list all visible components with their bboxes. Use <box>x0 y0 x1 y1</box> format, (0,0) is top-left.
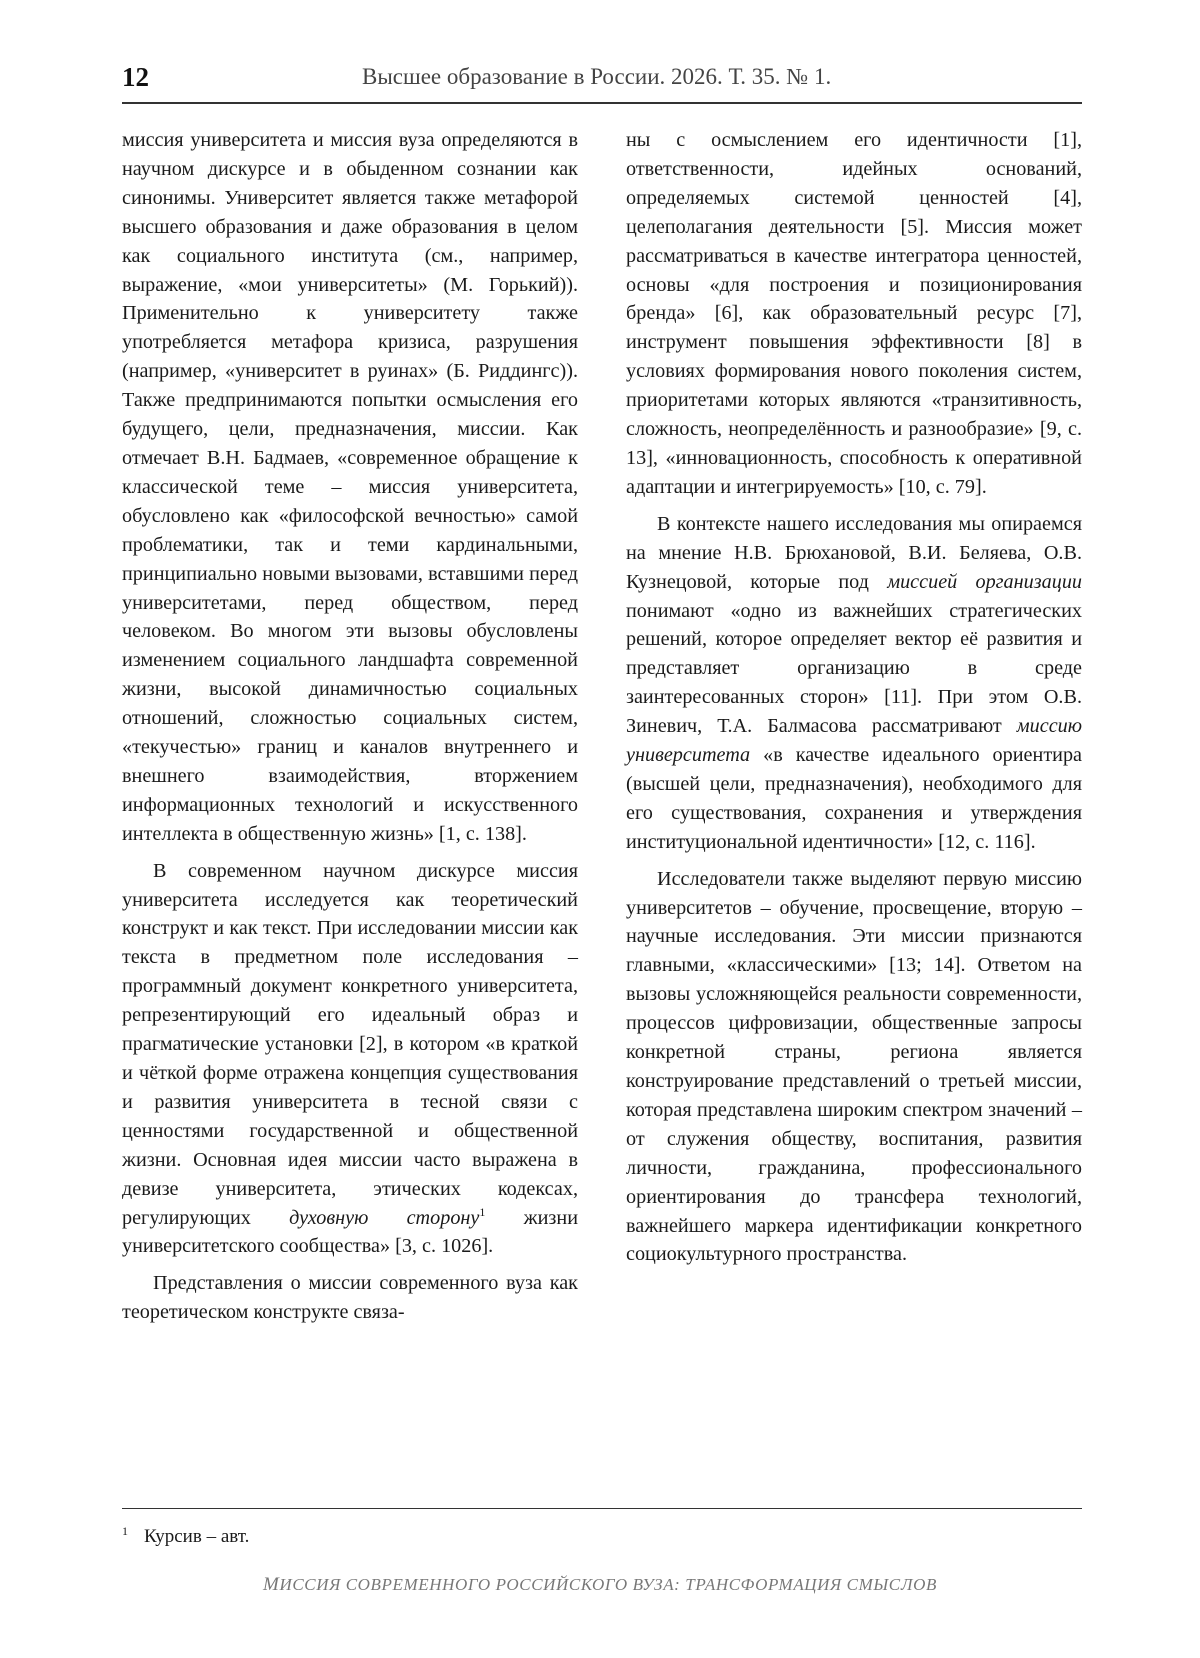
footnote-reference[interactable]: 1 <box>479 1204 486 1219</box>
left-paragraph-1: миссия университета и миссия вуза определяются в научном дискурсе и в обыденном сознании как синонимы. Университет является также метафорой высшего образования и даже образования в целом как социального института (см., например, выражение, «мои университеты» (М. Горький)). Применительно к университету также употребляется метафора кризиса, разрушения (например, «университет в руинах» (Б. Риддингс)). Также предпринимаются попытки осмысления его будущего, цели, предназначения, миссии. Как отмечает В.Н. Бадмаев, «современное обращение к классической теме – миссия университета, обусловлено как «философской вечностью» самой проблематики, так и теми кардинальными, принципиально новыми вызовами, вставшими перед университетами, перед обществом, перед человеком. Во многом эти вызовы обусловлены изменением социального ландшафта современной жизни, высокой динамичностью социальных отношений, сложностью социальных систем, «текучестью» границ и каналов внутреннего и внешнего взаимодействия, вторжением информационных технологий и искусственного интеллекта в общественную жизнь» [1, с. 138]. <box>122 129 578 845</box>
right-column <box>626 126 1082 1277</box>
italic-phrase-university-mission: миссию университета <box>626 715 1082 767</box>
running-title: Высшее образование в России. 2026. Т. 35. № 1. <box>362 64 832 89</box>
right-paragraph-2-text-c: «в качестве идеального ориентира (высшей цели, предназначения), необходимого для его существования, сохранения и утверждения институциональной идентичности» [12, с. 116]. <box>626 744 1082 853</box>
right-paragraph-2-text-b: понимают «одно из важнейших стратегических решений, которое определяет вектор её развития и представляет организацию в среде заинтересованных сторон» [11]. При этом О.В. Зиневич, Т.А. Балмасова рассматривают <box>626 599 1082 738</box>
italic-phrase-spiritual-side: духовную сторону <box>289 1206 480 1229</box>
page-header <box>122 58 1082 104</box>
right-paragraph-2 <box>626 510 1082 857</box>
left-paragraph-3: Представления о миссии современного вуза как теоретическом конструкте связа- <box>122 1272 578 1324</box>
footnote-text: Курсив – авт. <box>144 1526 250 1547</box>
footnote-marker: 1 <box>122 1524 128 1538</box>
right-paragraph-3: Исследователи также выделяют первую миссию университетов – обучение, просвещение, вторую – научные исследования. Эти миссии признаются главными, «классическими» [13; 14]. Ответом на вызовы усложняющейся реальности современности, процессов цифровизации, общественные запросы конкретной страны, региона является конструирование представлений о третьей миссии, которая представлена широким спектром значений – от служения обществу, воспитания, развития личности, гражданина, профессионального ориентирования до трансфера технологий, важнейшего маркера идентификации конкретного социокультурного пространства. <box>626 867 1082 1266</box>
left-paragraph-2-text-a: В современном научном дискурсе миссия университета исследуется как теоретический конструкт и как текст. При исследовании миссии как текста в предметном поле исследования – программный документ конкретного университета, репрезентирующий его идеальный образ и прагматические установки [2], в котором «в краткой и чёткой форме отражена концепция существования и развития университета в тесной связи с ценностями государственной и общественной жизни. Основная идея миссии часто выражена в девизе университета, этических кодексах, регулирующих <box>122 859 578 1229</box>
footnote <box>122 1524 249 1548</box>
page-footer <box>0 1574 1200 1596</box>
left-paragraph-2 <box>122 857 578 1262</box>
footnote-divider <box>122 1508 1082 1509</box>
italic-phrase-organization-mission: миссией организации <box>887 570 1083 593</box>
left-paragraph-2-text-b: жизни университетского сообщества» [3, с. 1026]. <box>122 1206 579 1258</box>
right-paragraph-2-text-a: В контексте нашего исследования мы опираемся на мнение Н.В. Брюхановой, В.И. Беляева, О.В. Кузнецовой, которые под <box>626 512 1082 593</box>
footer-title-rest: ИССИЯ СОВРЕМЕННОГО РОССИЙСКОГО ВУЗА: ТРАНСФОРМАЦИЯ СМЫСЛОВ <box>279 1575 937 1594</box>
page-number: 12 <box>122 62 149 92</box>
footer-title-initial: М <box>263 1574 280 1595</box>
right-paragraph-1: ны с осмыслением его идентичности [1], ответственности, идейных оснований, определяемых системой ценностей [4], целеполагания деятельности [5]. Миссия может рассматриваться в качестве интегратора ценностей, основы «для построения и позиционирования бренда» [6], как образовательный ресурс [7], инструмент повышения эффективности [8] в условиях формирования нового поколения систем, приоритетами которых являются «транзитивность, сложность, неопределённость и разнообразие» [9, с. 13], «инновационность, способность к оперативной адаптации и интегрируемость» [10, с. 79]. <box>626 129 1082 498</box>
left-column <box>122 126 578 1335</box>
